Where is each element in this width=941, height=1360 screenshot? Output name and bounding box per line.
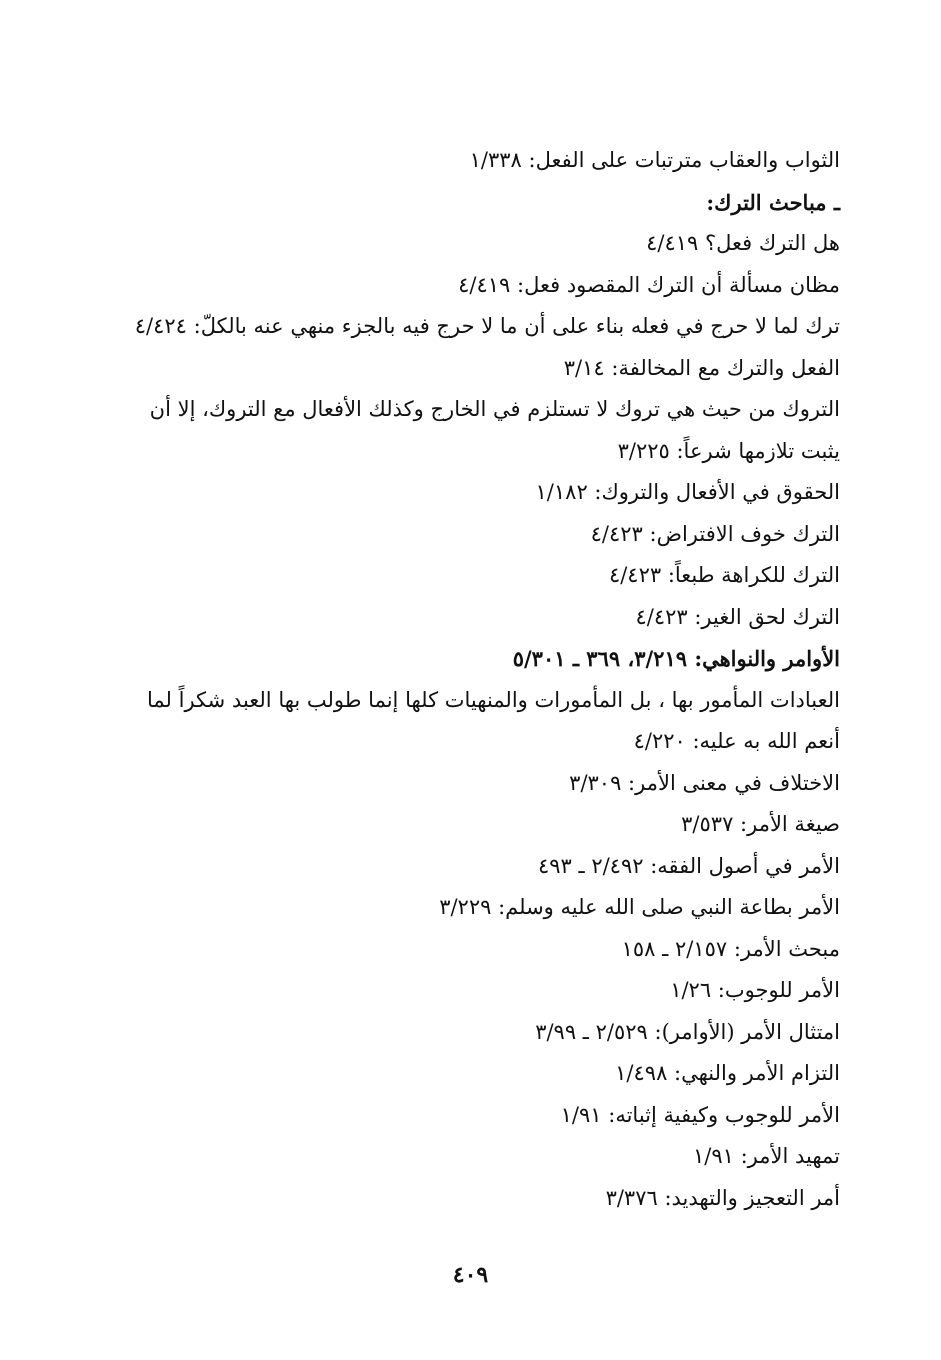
- index-page-body: [120, 140, 840, 1219]
- index-entry: التزام الأمر والنهي: ١/٤٩٨: [615, 1061, 840, 1085]
- index-entry: مظان مسألة أن الترك المقصود فعل: ٤/٤١٩: [458, 272, 840, 297]
- index-entry: الحقوق في الأفعال والتروك: ١/١٨٢: [535, 480, 840, 504]
- index-entry: الثواب والعقاب مترتبات على الفعل: ١/٣٣٨: [469, 148, 840, 172]
- index-entry: ترك لما لا حرج في فعله بناء على أن ما لا حرج فيه بالجزء منهي عنه بالكلّ: ٤/٤٢٤: [134, 314, 840, 338]
- index-entry: الترك لحق الغير: ٤/٤٢٣: [635, 604, 840, 629]
- index-entry: الفعل والترك مع المخالفة: ٣/١٤: [563, 355, 840, 380]
- index-entry: الأمر للوجوب وكيفية إثباته: ١/٩١: [560, 1102, 840, 1127]
- index-entry: الأمر في أصول الفقه: ٢/٤٩٢ ـ ٤٩٣: [537, 853, 840, 878]
- index-entry: تمهيد الأمر: ١/٩١: [692, 1144, 840, 1168]
- section-heading-tark: ـ مباحث الترك:: [706, 189, 840, 215]
- page-number: ٤٠٩: [452, 1262, 489, 1288]
- index-entry: مبحث الأمر: ٢/١٥٧ ـ ١٥٨: [621, 936, 840, 961]
- index-entry: التروك من حيث هي تروك لا تستلزم في الخارج وكذلك الأفعال مع التروك، إلا أن يثبت تلازمها شرعاً: ٣/٢٢٥: [149, 397, 840, 463]
- index-entry: الأمر بطاعة النبي صلى الله عليه وسلم: ٣/٢٢٩: [439, 895, 840, 919]
- index-entry: الترك خوف الافتراض: ٤/٤٢٣: [590, 521, 840, 546]
- index-entry: الأمر للوجوب: ١/٢٦: [670, 978, 840, 1002]
- index-entry: الاختلاف في معنى الأمر: ٣/٣٠٩: [569, 770, 840, 795]
- section-heading-awamir: الأوامر والنواهي: ٣/٢١٩، ٣٦٩ ـ ٥/٣٠١: [512, 646, 840, 671]
- index-entry: صيغة الأمر: ٣/٥٣٧: [681, 812, 840, 836]
- index-entry: العبادات المأمور بها ، بل المأمورات والمنهيات كلها إنما طولب بها العبد شكراً لما أنعم الله به عليه: ٤/٢٢٠: [147, 687, 840, 753]
- index-entry: أمر التعجيز والتهديد: ٣/٣٧٦: [605, 1185, 840, 1210]
- index-entry: امتثال الأمر (الأوامر): ٢/٥٢٩ ـ ٣/٩٩: [535, 1019, 840, 1044]
- index-entry: هل الترك فعل؟ ٤/٤١٩: [646, 231, 840, 255]
- index-entry: الترك للكراهة طبعاً: ٤/٤٢٣: [608, 563, 840, 587]
